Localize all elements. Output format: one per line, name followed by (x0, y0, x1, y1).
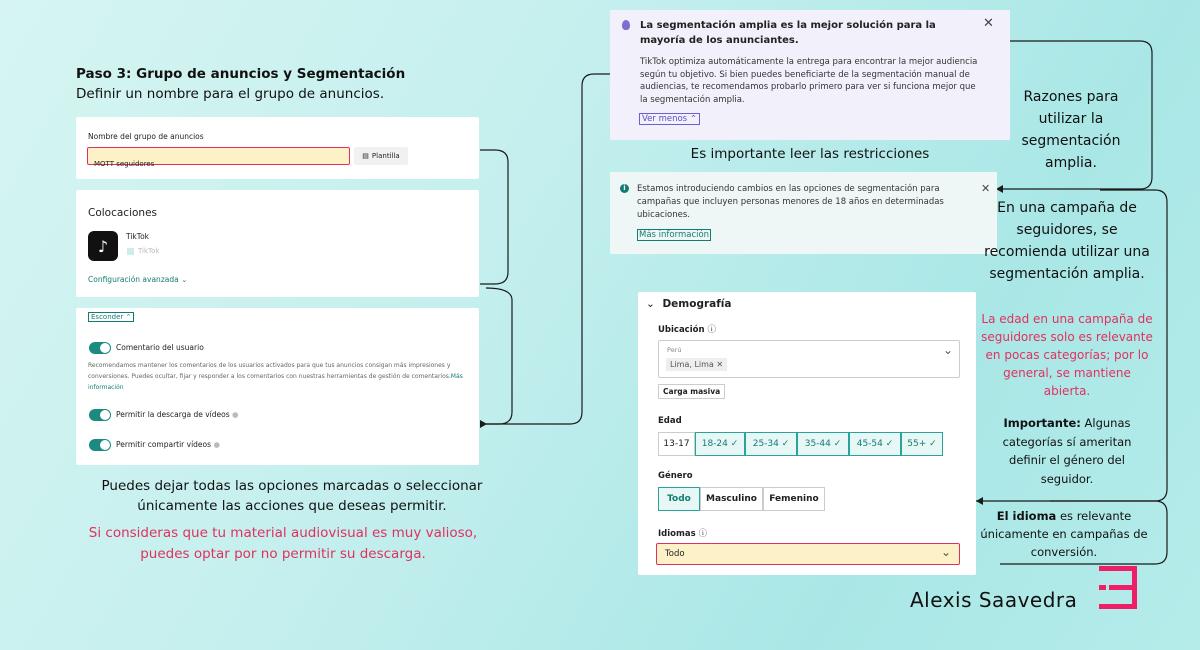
comments-desc-text: Recomendamos mantener los comentarios de los usuarios activados para que tus anuncios consigan más impresiones y conversiones. Puedes ocultar, fijar y responder a los comentarios con nuestras herramientas de gestión de comentarios. (88, 362, 451, 380)
gender-option[interactable]: Masculino (700, 487, 763, 511)
chevron-up-icon: ⌃ (689, 114, 697, 124)
restrictions-caption: Es importante leer las restricciones (690, 146, 930, 162)
share-label-text: Permitir compartir vídeos (116, 440, 212, 449)
languages-label (658, 527, 707, 539)
location-select[interactable] (658, 340, 960, 378)
comments-description (88, 360, 473, 393)
step-title: Paso 3: Grupo de anuncios y Segmentación (76, 66, 406, 82)
age-selector (658, 432, 946, 456)
info-icon: ● (232, 410, 239, 419)
placement-app-sub: TikTok (138, 247, 160, 255)
ad-group-name-label: Nombre del grupo de anuncios (88, 132, 204, 141)
placement-app-name: TikTok (126, 232, 150, 241)
gender-selector (658, 487, 828, 511)
step-subtitle: Definir un nombre para el grupo de anuncios. (76, 86, 385, 102)
download-label (116, 410, 239, 419)
restriction-body: Estamos introduciendo cambios en las opciones de segmentación para campañas que incluyen personas menores de 18 años en determinadas ubicaciones. (637, 184, 944, 220)
template-icon: ▤ (362, 152, 369, 160)
help-icon: ⓘ (707, 325, 717, 335)
age-option[interactable]: 45-54 ✓ (849, 432, 901, 456)
language-note (980, 507, 1148, 561)
download-label-text: Permitir la descarga de vídeos (116, 410, 230, 419)
download-caption: Si consideras que tu material audiovisual es muy valioso, puedes optar por no permitir su descarga. (88, 525, 478, 562)
followers-note: En una campaña de seguidores, se recomienda utilizar una segmentación amplia. (984, 200, 1150, 282)
chevron-up-icon: ⌃ (125, 313, 132, 321)
remove-tag-icon[interactable]: ✕ (716, 360, 724, 369)
important-bold: Importante: (1003, 416, 1081, 430)
language-bold: El idioma (996, 509, 1057, 523)
options-panel (76, 308, 479, 465)
author-name: Alexis Saavedra (910, 588, 1078, 612)
share-toggle[interactable] (89, 439, 111, 451)
age-option[interactable]: 55+ ✓ (901, 432, 943, 456)
advanced-settings-link[interactable] (88, 275, 187, 284)
see-less-label: Ver menos (642, 114, 688, 124)
gender-option[interactable]: Femenino (763, 487, 825, 511)
close-icon[interactable]: ✕ (981, 182, 991, 195)
age-note: La edad en una campaña de seguidores solo es relevante en pocas categorías; por lo general, se mantiene abierta. (981, 312, 1153, 398)
broad-notice-body: TikTok optimiza automáticamente la entrega para encontrar la mejor audiencia según tu objetivo. Si bien puedes beneficiarte de la segmentación manual de audiencias, te recomendamos probarlo primero para ver si funciona mejor que la segmentación amplia. (640, 57, 978, 105)
lightbulb-icon (622, 20, 630, 30)
location-label-text: Ubicación (658, 325, 705, 335)
location-country: Perú (667, 346, 682, 354)
advanced-settings-label: Configuración avanzada (88, 275, 179, 284)
demographics-title: Demografía (662, 298, 732, 310)
broad-notice-title: La segmentación amplia es la mejor solución para la mayoría de los anunciantes. (640, 20, 936, 46)
author-logo-icon (1099, 566, 1141, 610)
bulk-upload-button[interactable]: Carga masiva (658, 384, 725, 399)
download-toggle[interactable] (89, 409, 111, 421)
chevron-down-icon: ⌄ (943, 343, 954, 357)
location-city-label: Lima, Lima (670, 360, 714, 369)
chevron-down-icon: ⌄ (646, 298, 655, 310)
broad-targeting-notice (610, 10, 1010, 140)
reasons-note: Razones para utilizar la segmentación amplia. (1021, 89, 1121, 171)
ad-group-name-panel (76, 117, 479, 179)
options-caption: Puedes dejar todas las opciones marcadas o seleccionar únicamente las acciones que deseas permitir. (101, 478, 483, 514)
see-less-link[interactable] (639, 113, 700, 125)
restriction-more-info-link[interactable]: Más información (639, 230, 710, 240)
age-option[interactable]: 35-44 ✓ (797, 432, 849, 456)
languages-select[interactable] (656, 543, 960, 565)
demographics-header[interactable] (646, 298, 732, 310)
chevron-down-icon: ⌄ (181, 275, 188, 284)
demographics-panel (638, 292, 976, 575)
comments-more-info-link[interactable]: Más información (88, 373, 463, 391)
comments-toggle[interactable] (89, 342, 111, 354)
age-option[interactable]: 25-34 ✓ (745, 432, 797, 456)
important-text: Algunas categorías sí ameritan definir el género del seguidor. (1002, 416, 1132, 486)
chevron-down-icon: ⌄ (941, 545, 952, 559)
age-option[interactable]: 13-17 (658, 432, 695, 456)
age-option[interactable]: 18-24 ✓ (695, 432, 745, 456)
language-text: es relevante únicamente en campañas de conversión. (980, 509, 1148, 559)
placements-title: Colocaciones (88, 207, 158, 219)
comments-label: Comentario del usuario (116, 343, 204, 352)
info-icon: i (620, 184, 629, 193)
location-city-tag[interactable] (666, 358, 727, 371)
hide-link[interactable] (88, 312, 134, 322)
languages-label-text: Idiomas (658, 529, 696, 539)
template-button[interactable] (354, 147, 408, 165)
gender-label: Género (658, 471, 693, 481)
age-label: Edad (658, 416, 682, 426)
placements-panel (76, 190, 479, 297)
location-label (658, 323, 716, 335)
close-icon[interactable]: ✕ (983, 16, 994, 31)
hide-link-label: Esconder (91, 313, 124, 321)
tiktok-logo-icon: ♪ (88, 231, 118, 261)
languages-value: Todo (665, 549, 685, 559)
help-icon: ⓘ (698, 529, 708, 539)
restriction-notice (610, 172, 997, 254)
gender-option[interactable]: Todo (658, 487, 700, 511)
ad-group-name-input[interactable] (87, 147, 350, 168)
important-note (988, 414, 1146, 488)
ad-group-name-value: MOTT seguidores (94, 160, 155, 168)
share-label (116, 440, 220, 449)
placement-app-checkbox[interactable] (127, 248, 134, 255)
template-button-label: Plantilla (371, 152, 400, 160)
info-icon: ● (213, 440, 220, 449)
